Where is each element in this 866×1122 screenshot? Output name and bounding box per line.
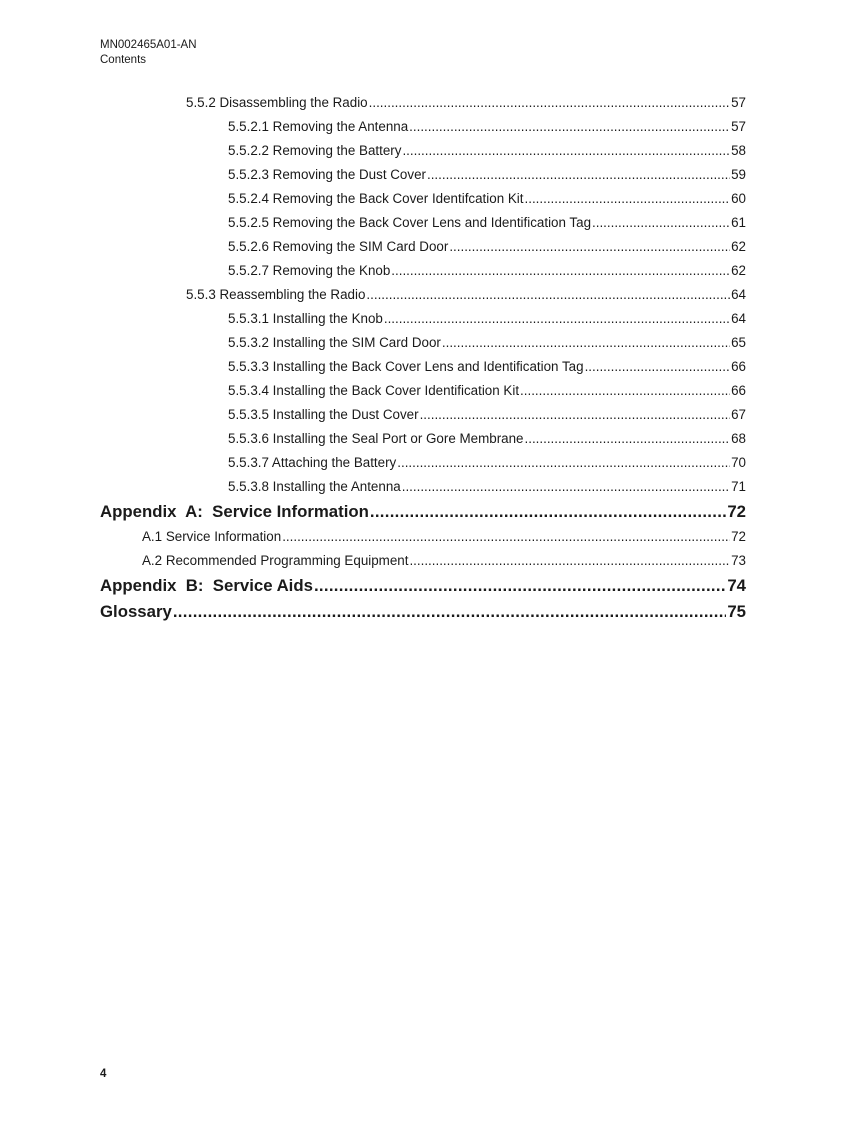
toc-entry[interactable] (0, 259, 746, 283)
toc-entry-page: 62 (731, 239, 746, 254)
toc-entry-title: 5.5.3.6 Installing the Seal Port or Gore Membrane (228, 431, 524, 446)
running-header (100, 38, 197, 68)
dot-leader (402, 139, 730, 163)
toc-entry-page: 57 (731, 119, 746, 134)
dot-leader (370, 499, 726, 525)
dot-leader (592, 211, 730, 235)
toc-entry-title: 5.5.2.2 Removing the Battery (228, 143, 402, 158)
table-of-contents (0, 91, 866, 625)
toc-entry[interactable] (0, 235, 746, 259)
toc-entry-title: 5.5.2 Disassembling the Radio (186, 95, 368, 110)
page-number: 4 (100, 1068, 107, 1080)
toc-entry-page: 75 (727, 602, 746, 621)
toc-entry-title: 5.5.2.3 Removing the Dust Cover (228, 167, 426, 182)
toc-entry[interactable] (0, 451, 746, 475)
toc-entry[interactable] (0, 115, 746, 139)
dot-leader (420, 403, 731, 427)
toc-entry[interactable] (0, 307, 746, 331)
toc-entry-page: 66 (731, 383, 746, 398)
toc-entry-title: 5.5.3.7 Attaching the Battery (228, 455, 397, 470)
toc-entry-title: 5.5.2.5 Removing the Back Cover Lens and Identification Tag (228, 215, 592, 230)
toc-entry-page: 67 (731, 407, 746, 422)
toc-entry[interactable] (0, 525, 746, 549)
toc-entry-page: 65 (731, 335, 746, 350)
toc-entry[interactable] (0, 427, 746, 451)
toc-entry-page: 58 (731, 143, 746, 158)
dot-leader (525, 187, 731, 211)
toc-entry-title: 5.5.2.6 Removing the SIM Card Door (228, 239, 449, 254)
toc-entry-title: Appendix A: Service Information (100, 502, 369, 521)
section-title: Contents (100, 54, 147, 66)
document-number: MN002465A01-AN (100, 39, 197, 51)
toc-entry-page: 66 (731, 359, 746, 374)
toc-entry[interactable] (0, 139, 746, 163)
dot-leader (173, 599, 726, 625)
toc-entry-page: 72 (727, 502, 746, 521)
toc-entry[interactable] (0, 499, 746, 525)
toc-entry-page: 72 (731, 529, 746, 544)
toc-entry-title: A.2 Recommended Programming Equipment (142, 553, 409, 568)
dot-leader (409, 115, 730, 139)
dot-leader (391, 259, 730, 283)
toc-entry-title: 5.5.3 Reassembling the Radio (186, 287, 366, 302)
toc-entry-page: 57 (731, 95, 746, 110)
dot-leader (369, 91, 730, 115)
toc-entry-title: 5.5.2.7 Removing the Knob (228, 263, 391, 278)
toc-entry-page: 68 (731, 431, 746, 446)
toc-entry-title: 5.5.3.5 Installing the Dust Cover (228, 407, 419, 422)
toc-entry[interactable] (0, 355, 746, 379)
toc-entry-page: 70 (731, 455, 746, 470)
toc-entry-title: 5.5.3.1 Installing the Knob (228, 311, 383, 326)
dot-leader (366, 283, 730, 307)
toc-entry-page: 60 (731, 191, 746, 206)
dot-leader (397, 451, 730, 475)
dot-leader (525, 427, 731, 451)
toc-entry[interactable] (0, 283, 746, 307)
toc-entry[interactable] (0, 549, 746, 573)
dot-leader (409, 549, 730, 573)
toc-entry-title: Glossary (100, 602, 172, 621)
dot-leader (314, 573, 726, 599)
toc-entry-page: 64 (731, 287, 746, 302)
toc-entry[interactable] (0, 573, 746, 599)
toc-entry[interactable] (0, 475, 746, 499)
toc-entry-page: 62 (731, 263, 746, 278)
dot-leader (384, 307, 730, 331)
toc-entry[interactable] (0, 211, 746, 235)
toc-entry-page: 71 (731, 479, 746, 494)
toc-entry[interactable] (0, 163, 746, 187)
dot-leader (520, 379, 730, 403)
toc-entry-title: 5.5.2.4 Removing the Back Cover Identifcation Kit (228, 191, 524, 206)
toc-entry[interactable] (0, 331, 746, 355)
toc-entry-title: A.1 Service Information (142, 529, 282, 544)
dot-leader (585, 355, 731, 379)
dot-leader (449, 235, 730, 259)
toc-entry[interactable] (0, 187, 746, 211)
toc-entry-title: Appendix B: Service Aids (100, 576, 313, 595)
toc-entry-page: 59 (731, 167, 746, 182)
toc-entry[interactable] (0, 379, 746, 403)
dot-leader (427, 163, 730, 187)
toc-entry-title: 5.5.3.8 Installing the Antenna (228, 479, 401, 494)
toc-entry-title: 5.5.2.1 Removing the Antenna (228, 119, 409, 134)
toc-entry[interactable] (0, 599, 746, 625)
toc-entry-page: 64 (731, 311, 746, 326)
toc-entry-page: 73 (731, 553, 746, 568)
toc-entry[interactable] (0, 403, 746, 427)
dot-leader (282, 525, 730, 549)
toc-entry-title: 5.5.3.4 Installing the Back Cover Identification Kit (228, 383, 520, 398)
dot-leader (402, 475, 730, 499)
dot-leader (442, 331, 730, 355)
toc-entry[interactable] (0, 91, 746, 115)
toc-entry-title: 5.5.3.3 Installing the Back Cover Lens and Identification Tag (228, 359, 584, 374)
toc-entry-page: 74 (727, 576, 746, 595)
toc-entry-title: 5.5.3.2 Installing the SIM Card Door (228, 335, 441, 350)
toc-entry-page: 61 (731, 215, 746, 230)
